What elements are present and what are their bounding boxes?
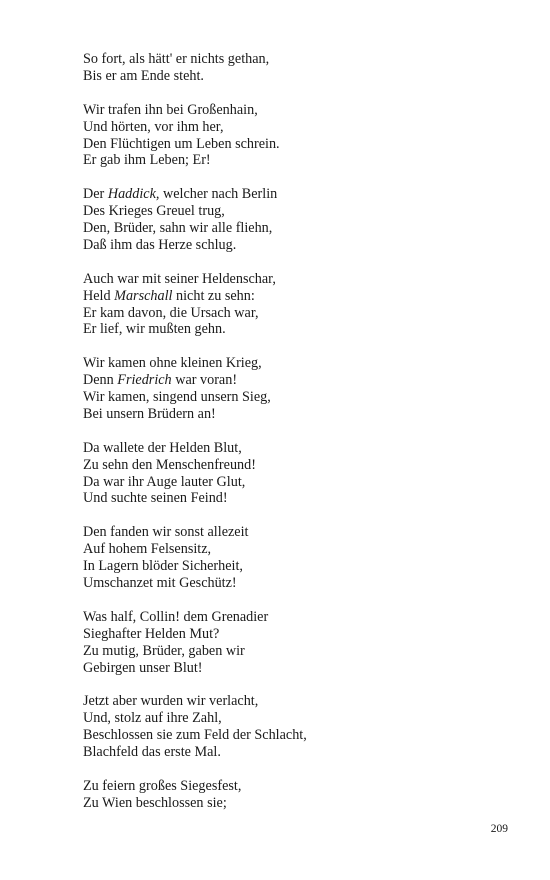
- verse-line: [83, 288, 523, 305]
- stanza: [83, 609, 523, 677]
- verse-text: Was half, Collin! dem Grenadier: [83, 608, 269, 625]
- verse-text: Und hörten, vor ihm her,: [83, 118, 224, 135]
- verse-text: Bei unsern Brüdern an!: [83, 405, 216, 422]
- stanza: [83, 778, 523, 812]
- verse-line: [83, 372, 523, 389]
- verse-text: Zu feiern großes Siegesfest,: [83, 777, 242, 794]
- verse-text: welcher nach Berlin: [159, 186, 278, 203]
- verse-text: Denn: [83, 372, 118, 389]
- verse-line: [83, 626, 523, 643]
- stanza: [83, 186, 523, 254]
- verse-text: Des Krieges Greuel trug,: [83, 203, 225, 220]
- verse-line: [83, 541, 523, 558]
- verse-line: [83, 220, 523, 237]
- verse-text: Den fanden wir sonst allezeit: [83, 524, 249, 541]
- verse-text: Den Flüchtigen um Leben schrein.: [83, 135, 280, 152]
- verse-line: [83, 203, 523, 220]
- italic-name: Marschall: [114, 287, 173, 304]
- verse-text: Jetzt aber wurden wir verlacht,: [83, 693, 259, 710]
- verse-text: Wir kamen, singend unsern Sieg,: [83, 389, 271, 406]
- verse-text: Wir kamen ohne kleinen Krieg,: [83, 355, 262, 372]
- stanza: [83, 271, 523, 339]
- verse-line: [83, 457, 523, 474]
- verse-line: [83, 102, 523, 119]
- verse-line: [83, 710, 523, 727]
- verse-line: [83, 778, 523, 795]
- verse-text: Gebirgen unser Blut!: [83, 659, 203, 676]
- verse-line: [83, 474, 523, 491]
- verse-line: [83, 558, 523, 575]
- verse-line: [83, 51, 523, 68]
- verse-line: [83, 693, 523, 710]
- verse-line: [83, 524, 523, 541]
- verse-text: Der: [83, 186, 108, 203]
- verse-line: [83, 68, 523, 85]
- page-number: 209: [490, 823, 508, 835]
- italic-name: Haddick,: [107, 186, 160, 203]
- verse-text: Zu sehn den Menschenfreund!: [83, 456, 256, 473]
- stanza: [83, 51, 523, 85]
- verse-line: [83, 355, 523, 372]
- verse-line: [83, 305, 523, 322]
- verse-line: [83, 490, 523, 507]
- verse-line: [83, 237, 523, 254]
- verse-text: Da wallete der Helden Blut,: [83, 439, 242, 456]
- stanza: [83, 440, 523, 508]
- verse-text: Und, stolz auf ihre Zahl,: [83, 710, 222, 727]
- stanza: [83, 102, 523, 170]
- verse-text: Umschanzet mit Geschütz!: [83, 575, 237, 591]
- verse-text: In Lagern blöder Sicherheit,: [83, 558, 243, 575]
- verse-text: Daß ihm das Herze schlug.: [83, 236, 237, 253]
- verse-text: war voran!: [171, 372, 238, 389]
- verse-text: Zu Wien beschlossen sie;: [83, 794, 227, 811]
- verse-text: Er kam davon, die Ursach war,: [83, 304, 259, 321]
- verse-text: Auf hohem Felsensitz,: [83, 541, 212, 558]
- verse-line: [83, 186, 523, 203]
- verse-text: So fort, als hätt' er nichts gethan,: [83, 51, 270, 67]
- verse-line: [83, 795, 523, 812]
- verse-line: [83, 609, 523, 626]
- verse-line: [83, 643, 523, 660]
- verse-text: Er lief, wir mußten gehn.: [83, 321, 226, 338]
- verse-line: [83, 136, 523, 153]
- verse-text: Zu mutig, Brüder, gaben wir: [83, 642, 245, 659]
- stanza: [83, 693, 523, 761]
- verse-text: Wir trafen ihn bei Großenhain,: [83, 101, 258, 118]
- verse-text: Da war ihr Auge lauter Glut,: [83, 473, 246, 490]
- poem-text: [83, 51, 523, 829]
- stanza: [83, 355, 523, 423]
- verse-line: [83, 389, 523, 406]
- verse-text: Bis er am Ende steht.: [83, 67, 204, 84]
- verse-text: Blachfeld das erste Mal.: [83, 744, 221, 761]
- verse-text: Den, Brüder, sahn wir alle fliehn,: [83, 220, 273, 237]
- verse-text: Auch war mit seiner Heldenschar,: [83, 270, 276, 287]
- verse-line: [83, 406, 523, 423]
- verse-line: [83, 271, 523, 288]
- verse-text: nicht zu sehn:: [172, 287, 255, 304]
- verse-line: [83, 744, 523, 761]
- verse-text: Er gab ihm Leben; Er!: [83, 152, 211, 169]
- verse-line: [83, 440, 523, 457]
- verse-line: [83, 321, 523, 338]
- verse-text: Held: [83, 287, 115, 304]
- verse-line: [83, 575, 523, 592]
- verse-line: [83, 660, 523, 677]
- stanza: [83, 524, 523, 592]
- italic-name: Friedrich: [117, 372, 172, 389]
- verse-line: [83, 152, 523, 169]
- verse-line: [83, 119, 523, 136]
- verse-text: Sieghafter Helden Mut?: [83, 625, 220, 642]
- verse-text: Beschlossen sie zum Feld der Schlacht,: [83, 727, 307, 744]
- verse-line: [83, 727, 523, 744]
- verse-text: Und suchte seinen Feind!: [83, 490, 228, 507]
